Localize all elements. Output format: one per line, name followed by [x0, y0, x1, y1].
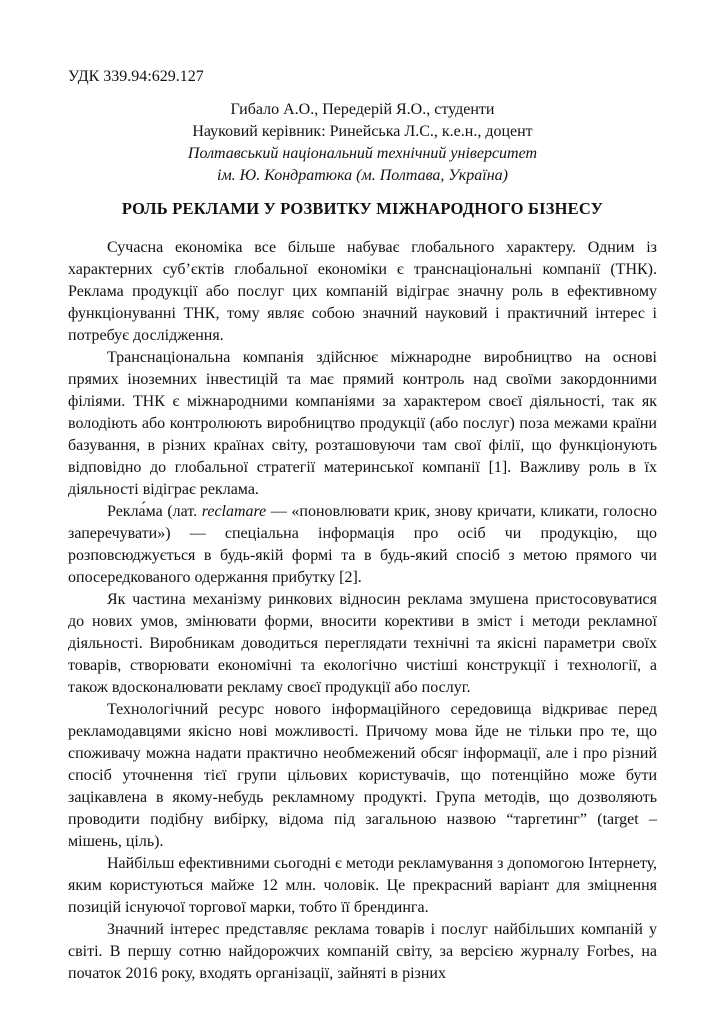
paragraph-text: — «поновлювати крик, знову кричати, кликати, голосно заперечувати») — спеціальна інформація про осіб чи продукцію, що розповсюджується в будь-якій формі та в будь-який спосіб з метою прямого чи опосередкованого одержання прибутку [2].: [68, 503, 657, 586]
paragraph-text: Найбільш ефективними сьогодні є методи рекламування з допомогою Інтернету, яким користуються майже 12 млн. чоловік. Це прекрасний варіант для зміцнення позицій існуючої торгової марки, тобто її брендинга.: [68, 855, 657, 916]
authors-line: Гибало А.О., Передерій Я.О., студенти: [230, 101, 495, 118]
paragraph-text: Як частина механізму ринкових відносин реклама змушена пристосовуватися до нових умов, змінювати форми, вносити корективи в зміст і методи рекламної діяльності. Виробникам доводиться переглядати технічні та якісні параметри своїх товарів, створювати економічні та екологічно чистіші конструкції і технології, а також вдосконалювати рекламу своєї продукції або послуг.: [68, 591, 657, 696]
article-title: РОЛЬ РЕКЛАМИ У РОЗВИТКУ МІЖНАРОДНОГО БІЗНЕСУ: [121, 199, 604, 218]
paragraph-text: Значний інтерес представляє реклама товарів і послуг найбільших компаній у світі. В першу сотню найдорожчих компаній світу, за версією журналу Forbes, на початок 2016 року, входять організації, зайняті в різних: [68, 921, 657, 982]
latin-term-italic: reclamare: [201, 503, 267, 520]
paragraph-7: [68, 919, 657, 985]
author-block: [68, 99, 657, 187]
paragraph-5: [68, 699, 657, 853]
paragraph-text: Рекла́ма (лат.: [107, 503, 202, 520]
university-line: Полтавський національний технічний університет: [187, 145, 538, 162]
university-location-line: ім. Ю. Кондратюка (м. Полтава, Україна): [217, 167, 508, 184]
paragraph-1: [68, 237, 657, 347]
paragraph-2: [68, 347, 657, 501]
paragraph-4: [68, 589, 657, 699]
paragraph-3: [68, 501, 657, 589]
paragraph-text: Транснаціональна компанія здійснює міжнародне виробництво на основі прямих іноземних інвестицій та має прямий контроль над своїми закордонними філіями. ТНК є міжнародними компаніями за характером своєї діяльності, так як володіють або контролюють виробництво продукції (або послуг) поза межами країни базування, в різних країнах світу, розташовуючи там свої філії, що функціонують відповідно до глобальної стратегії материнської компанії [1]. Важливу роль в їх діяльності відіграє реклама.: [68, 349, 657, 498]
paragraph-text: Технологічний ресурс нового інформаційного середовища відкриває перед рекламодавцями якісно нові можливості. Причому мова йде не тільки про те, що споживачу можна надати практично необмежений обсяг інформації, але і про різний спосіб уточнення тієї групи цільових користувачів, що потенційно може бути зацікавлена в якому-небудь рекламному продукті. Група методів, що дозволяють проводити подібну вибірку, відома під загальною назвою “таргетинг” (target – мішень, ціль).: [68, 701, 657, 850]
article-body: [68, 237, 657, 985]
udc-code: УДК 339.94:629.127: [68, 68, 204, 85]
paragraph-6: [68, 853, 657, 919]
supervisor-line: Науковий керівник: Ринейська Л.С., к.е.н., доцент: [192, 123, 533, 140]
paragraph-text: Сучасна економіка все більше набуває глобального характеру. Одним із характерних суб’єктів глобальної економіки є транснаціональні компанії (ТНК). Реклама продукції або послуг цих компаній відіграє значну роль в ефективному функціонуванні ТНК, тому являє собою значний науковий і практичний інтерес і потребує дослідження.: [68, 239, 657, 344]
